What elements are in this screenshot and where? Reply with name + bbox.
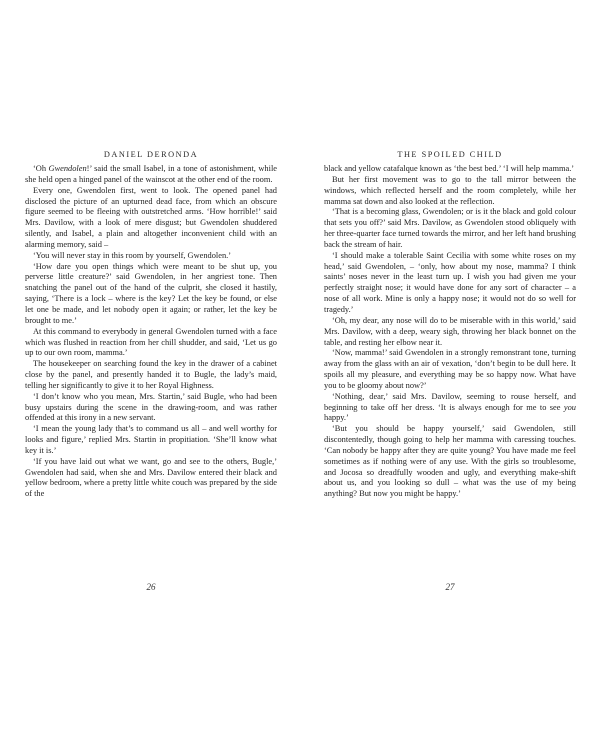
paragraph: ‘I don’t know who you mean, Mrs. Startin,’ said Bugle, who had been busy upstairs during the scene in the drawing-room, and was rather offended at this irony in a new servant.: [25, 391, 277, 423]
page-number: 27: [445, 582, 455, 592]
left-page: [25, 150, 277, 500]
paragraph: ‘How dare you open things which were meant to be shut up, you perverse little creature?’ said Gwendolen, in her angriest tone. Then snatching the panel out of the hand of the culprit, she closed it hastily, saying, ‘There is a lock – where is the key? Let the key be found, or else let one be made, and let nobody open it again; or rather, let the key be brought to me.’: [25, 261, 277, 325]
paragraph: ‘If you have laid out what we want, go and see to the others, Bugle,’ Gwendolen had said, when she and Mrs. Davilow entered their black and yellow bedroom, where a pretty little white couch was prepared by the side of the: [25, 456, 277, 499]
paragraph: The housekeeper on searching found the key in the drawer of a cabinet close by the panel, and presently handed it to Bugle, the lady’s maid, telling her significantly to give it to her Royal Highness.: [25, 359, 277, 390]
page-number: 26: [146, 582, 156, 592]
running-header: DANIEL DERONDA: [103, 150, 199, 159]
paragraph: ‘I should make a tolerable Saint Cecilia with some white roses on my head,’ said Gwendolen, – ‘only, how about my nose, mamma? I think saints’ noses never in the least turn up. I wish you had given me your perfectly straight nose; it would have done for any sort of character – a nose of all work. Mine is only a happy nose; it would not do so well for tragedy.’: [324, 250, 576, 314]
paragraph: ‘Nothing, dear,’ said Mrs. Davilow, seeming to rouse herself, and beginning to take off her dress. ‘It is always enough for me to see you happy.’: [324, 391, 576, 423]
paragraph-continued: black and yellow catafalque known as ‘the best bed.’ ‘I will help mamma.’: [324, 164, 575, 173]
paragraph: But her first movement was to go to the tall mirror between the windows, which reflected herself and the room completely, while her mamma sat down and also looked at the reflection.: [324, 174, 576, 206]
paragraph: ‘That is a becoming glass, Gwendolen; or is it the black and gold colour that sets you off?’ said Mrs. Davilow, as Gwendolen stood obliquely with her three-quarter face turned towards the mirror, and her left hand brushing back the stream of hair.: [324, 207, 576, 249]
paragraph: ‘Oh, my dear, any nose will do to be miserable with in this world,’ said Mrs. Davilow, with a deep, weary sigh, throwing her black bonnet on the table, and resting her elbow near it.: [324, 315, 576, 347]
paragraph: ‘You will never stay in this room by yourself, Gwendolen.’: [33, 250, 232, 260]
paragraph: ‘But you should be happy yourself,’ said Gwendolen, still discontentedly, though going to help her mamma with caressing touches. ‘Can nobody be happy after they are quite young? You have made me feel sometimes as if nothing were of any use. With the girls so troublesome, and Jocosa so dreadfully wooden and ugly, and everything make-shift about us, and you looking so dull – what was the use of my being anything? But now you might be happy.’: [324, 424, 576, 499]
right-page: [324, 150, 576, 500]
paragraph: ‘Now, mamma!’ said Gwendolen in a strongly remonstrant tone, turning away from the glass with an air of vexation, ‘don’t begin to be dull here. It spoils all my pleasure, and everything may be so happy now. What have you to be gloomy about now?’: [324, 348, 576, 390]
paragraph: ‘Oh Gwendolen!’ said the small Isabel, in a tone of astonishment, while she held open a hinged panel of the wainscot at the other end of the room.: [25, 164, 277, 184]
paragraph: ‘I mean the young lady that’s to command us all – and well worthy for looks and figure,’ replied Mrs. Startin in propitiation. ‘She’ll know what key it is.’: [25, 424, 277, 455]
running-header: THE SPOILED CHILD: [397, 150, 503, 159]
paragraph: Every one, Gwendolen first, went to look. The opened panel had disclosed the picture of an upturned dead face, from which an obscure figure seemed to be fleeing with outstretched arms. ‘How horrible!’ said Mrs. Davilow, with a look of mere disgust; but Gwendolen shuddered silently, and Isabel, a plain and altogether inconvenient child with an alarming memory, said –: [25, 185, 277, 249]
paragraph: At this command to everybody in general Gwendolen turned with a face which was flushed in reaction from her chill shudder, and said, ‘Let us go up to our own room, mamma.’: [25, 326, 277, 358]
